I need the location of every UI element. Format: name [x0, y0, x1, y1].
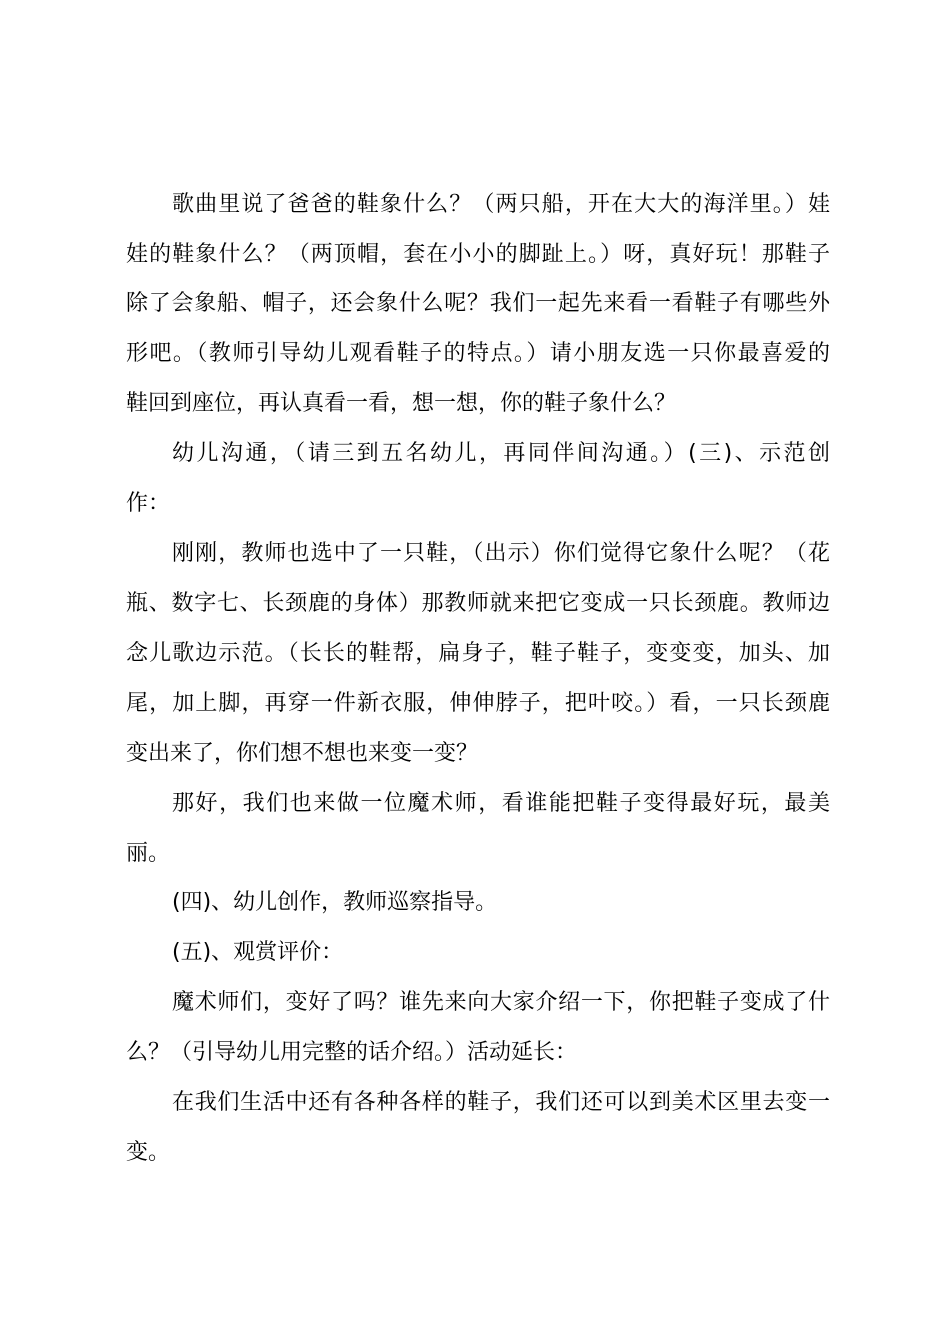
text-line: 那好，我们也来做一位魔术师，看谁能把鞋子变得最好玩，最美: [172, 791, 830, 816]
text-line: 变出来了，你们想不想也来变一变？: [126, 741, 479, 766]
text-line: 变。: [126, 1140, 171, 1165]
text-line: 在我们生活中还有各种各样的鞋子，我们还可以到美术区里去变一: [172, 1090, 830, 1115]
text-line: 魔术师们，变好了吗？谁先来向大家介绍一下，你把鞋子变成了什: [172, 990, 830, 1015]
text-line: (五)、观赏评价：: [172, 940, 344, 965]
text-line: 瓶、数字七、长颈鹿的身体）那教师就来把它变成一只长颈鹿。教师边: [126, 591, 830, 616]
text-line: 歌曲里说了爸爸的鞋象什么？（两只船，开在大大的海洋里。）娃: [172, 192, 830, 217]
text-line: 形吧。（教师引导幼儿观看鞋子的特点。）请小朋友选一只你最喜爱的: [126, 341, 830, 366]
text-line: 么？（引导幼儿用完整的话介绍。）活动延长：: [126, 1040, 578, 1065]
text-line: 娃的鞋象什么？（两顶帽，套在小小的脚趾上。）呀，真好玩！那鞋子: [126, 242, 830, 267]
text-line: 鞋回到座位，再认真看一看，想一想，你的鞋子象什么？: [126, 391, 677, 416]
text-line: 除了会象船、帽子，还会象什么呢？我们一起先来看一看鞋子有哪些外: [126, 291, 830, 316]
text-line: 作：: [126, 491, 171, 516]
text-line: 念儿歌边示范。（长长的鞋帮，扁身子，鞋子鞋子，变变变，加头、加: [126, 641, 830, 666]
text-line: 尾，加上脚，再穿一件新衣服，伸伸脖子，把叶咬。）看，一只长颈鹿: [126, 691, 830, 716]
text-line: (四)、幼儿创作，教师巡察指导。: [172, 890, 498, 915]
text-line: 丽。: [126, 841, 171, 866]
text-line: 幼儿沟通，（请三到五名幼儿，再同伴间沟通。）(三)、示范创: [172, 441, 830, 466]
text-line: 刚刚，教师也选中了一只鞋，（出示）你们觉得它象什么呢？（花: [172, 541, 830, 566]
